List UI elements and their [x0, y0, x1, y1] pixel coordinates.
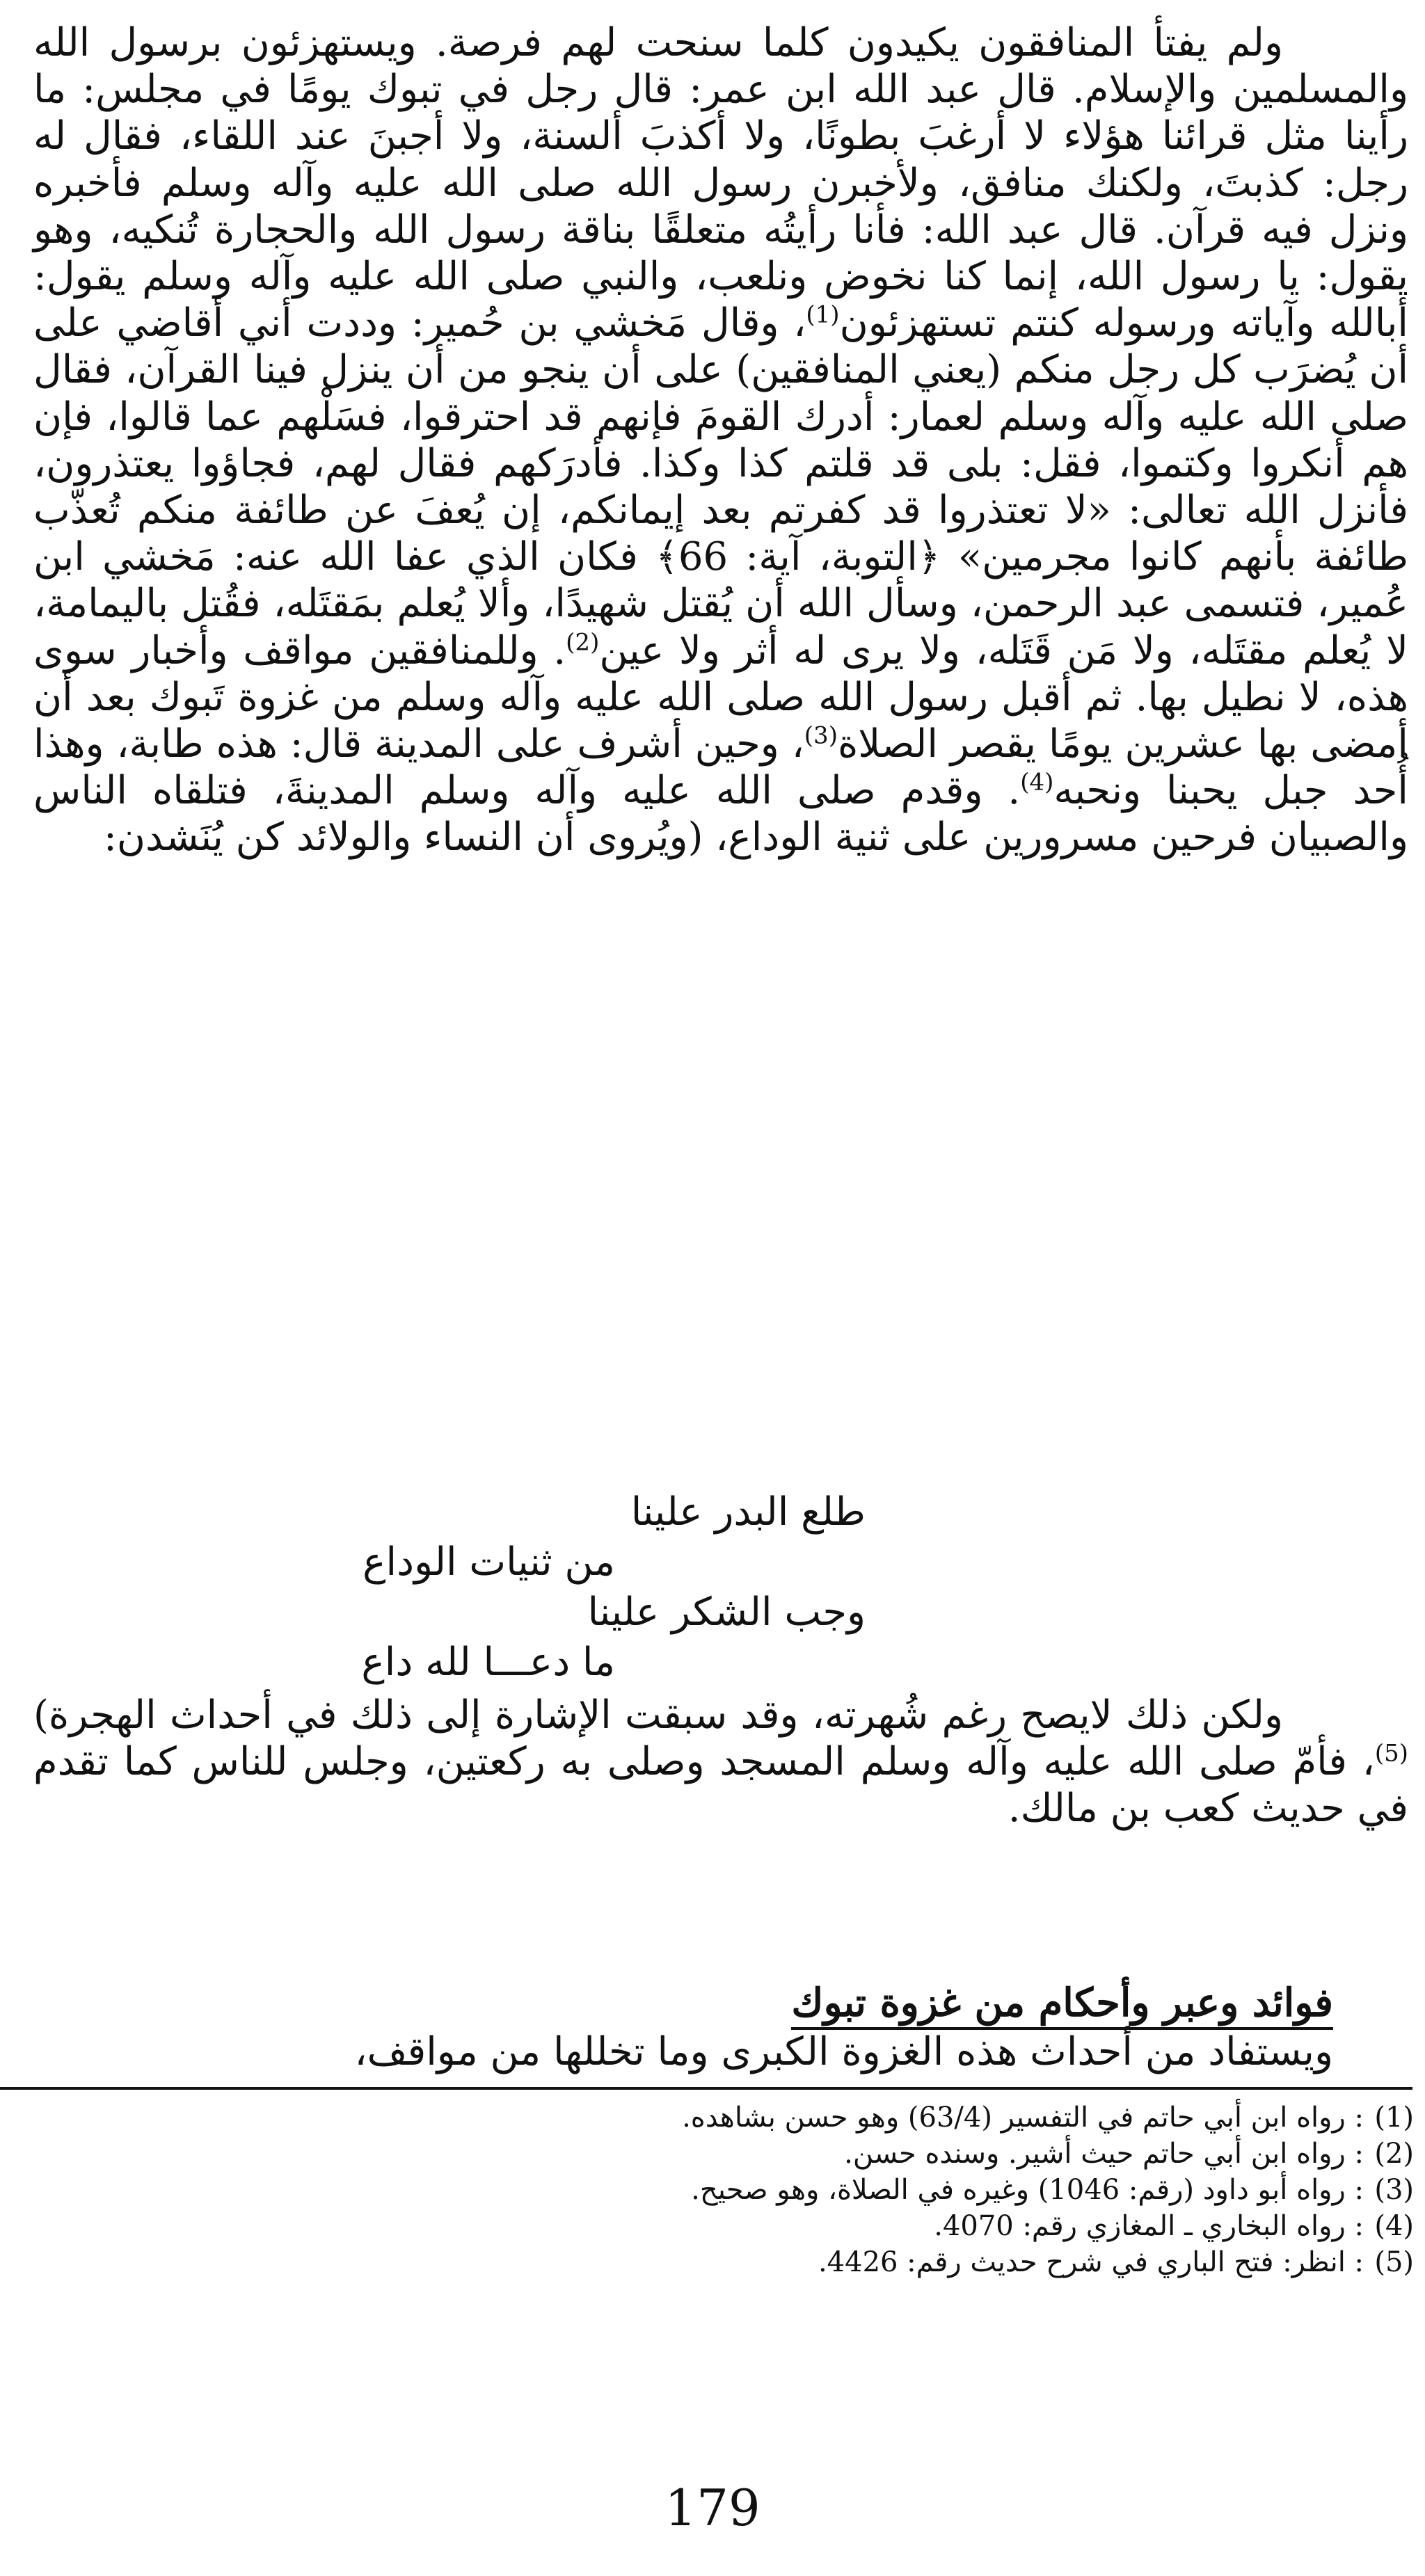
- paragraph: [33, 19, 1408, 861]
- footnote-text: : رواه ابن أبي حاتم حيث أشير. وسنده حسن.: [844, 2138, 1364, 2170]
- footnote-number: (3): [1374, 2174, 1414, 2206]
- footnote-reference: (2): [566, 627, 600, 656]
- footnote-reference: (5): [1374, 1739, 1408, 1768]
- page-number: 179: [664, 2479, 761, 2537]
- text-run: ولم يفتأ المنافقون يكيدون كلما سنحت لهم فرصة. ويستهزئون برسول الله والمسلمين والإسلام. قال عبد الله ابن عمر: قال رجل في تبوك يومًا في مجلس: ما رأينا مثل قرائنا هؤلاء لا أرغبَ بطونًا، ولا أكذبَ ألسنة، ولا أجبنَ عند اللقاء، فقال له رجل: كذبتَ، ولكنك منافق، ولأخبرن رسول الله صلى الله عليه وآله وسلم فأخبره ونزل فيه قرآن. قال عبد الله: فأنا رأيتُه متعلقًا بناقة رسول الله والحجارة تُنكيه، وهو يقول: يا رسول الله، إنما كنا نخوض ونلعب، والنبي صلى الله عليه وآله وسلم يقول: أبالله وآياته ورسوله كنتم تستهزئون: [33, 20, 1408, 346]
- footnote-reference: (1): [806, 301, 840, 329]
- poem-verses: [33, 1489, 1408, 1690]
- footnote-text: : انظر: فتح الباري في شرح حديث رقم: 4426.: [818, 2246, 1364, 2278]
- footnote-number: (2): [1374, 2138, 1414, 2170]
- text-run: . وقدم صلى الله عليه وآله وسلم المدينةَ، فتلقاه الناس والصبيان فرحين مسرورين على ثنية الوداع، (ويُروى أن النساء والولائد كن يُنَشدن:: [33, 768, 1408, 861]
- footnotes-list: [50, 2099, 1414, 2280]
- verse-line: وجب الشكر علينا: [587, 1590, 866, 1635]
- text-run: ولكن ذلك لايصح رغم شُهرته، وقد سبقت الإشارة إلى ذلك في أحداث الهجرة): [33, 1693, 1283, 1738]
- footnote: [50, 2099, 1414, 2136]
- footnote-text: : رواه ابن أبي حاتم في التفسير (63/4) وهو حسن بشاهده.: [682, 2102, 1364, 2134]
- footnote: [50, 2136, 1414, 2172]
- footnote-number: (5): [1374, 2246, 1414, 2278]
- footnote-reference: (4): [1020, 768, 1054, 797]
- footnote: [50, 2172, 1414, 2208]
- main-text: [33, 19, 1408, 861]
- paragraph: [33, 1692, 1408, 1832]
- text-run: . وللمنافقين مواقف وأخبار سوى هذه، لا نطيل بها. ثم أقبل رسول الله صلى الله عليه وآله وسلم من غزوة تَبوك بعد أن أمضى بها عشرين يومًا يقصر الصلاة: [33, 627, 1408, 767]
- footnote-reference: (3): [804, 721, 838, 750]
- footnote: [50, 2244, 1414, 2280]
- text-run: ، وحين أشرف على المدينة قال: هذه طابة، وهذا أُحد جبل يحبنا ونحبه: [33, 721, 1408, 814]
- footnote-text: : رواه أبو داود (رقم: 1046) وغيره في الصلاة، وهو صحيح.: [691, 2174, 1364, 2206]
- section-intro: ويستفاد من أحداث هذه الغزوة الكبرى وما تخللها من مواقف،: [354, 2029, 1333, 2074]
- footnote: [50, 2208, 1414, 2244]
- footnote-divider: [0, 2087, 1412, 2090]
- footnote-number: (1): [1374, 2102, 1414, 2134]
- footnote-text: : رواه البخاري ـ المغازي رقم: 4070.: [934, 2210, 1364, 2242]
- section-heading: فوائد وعبر وأحكام من غزوة تبوك: [791, 1980, 1333, 2030]
- text-run: ، فأمّ صلى الله عليه وآله وسلم المسجد وصلى به ركعتين، وجلس للناس كما تقدم في حديث كعب بن مالك.: [33, 1739, 1408, 1832]
- text-run: ، وقال مَخشي بن حُمير: وددت أني أقاضي على أن يُضرَب كل رجل منكم (يعني المنافقين) على أن ينجو من أن ينزل فينا القرآن، فقال صلى الله عليه وآله وسلم لعمار: أدرك القومَ فإنهم قد احترقوا، فسَلْهم عما قالوا، فإن هم أنكروا وكتموا، فقل: بلى قد قلتم كذا وكذا. فأدرَكهم فقال لهم، فجاؤوا يعتذرون، فأنزل الله تعالى: «لا تعتذروا قد كفرتم بعد إيمانكم، إن يُعفَ عن طائفة منكم تُعذّب طائفة بأنهم كانوا مجرمين» ﴿التوبة، آية: 66﴾ فكان الذي عفا الله عنه: مَخشي ابن عُمير، فتسمى عبد الرحمن، وسأل الله أن يُقتل شهيدًا، وألا يُعلم بمَقتَله، فقُتل باليمامة، لا يُعلم مقتَله، ولا مَن قَتَله، ولا يرى له أثر ولا عين: [33, 301, 1409, 673]
- footnote-number: (4): [1374, 2210, 1414, 2242]
- verse-line: ما دعـــا لله داع: [361, 1640, 615, 1685]
- verse-line: طلع البدر علينا: [630, 1489, 866, 1535]
- verse-line: من ثنيات الوداع: [363, 1539, 615, 1585]
